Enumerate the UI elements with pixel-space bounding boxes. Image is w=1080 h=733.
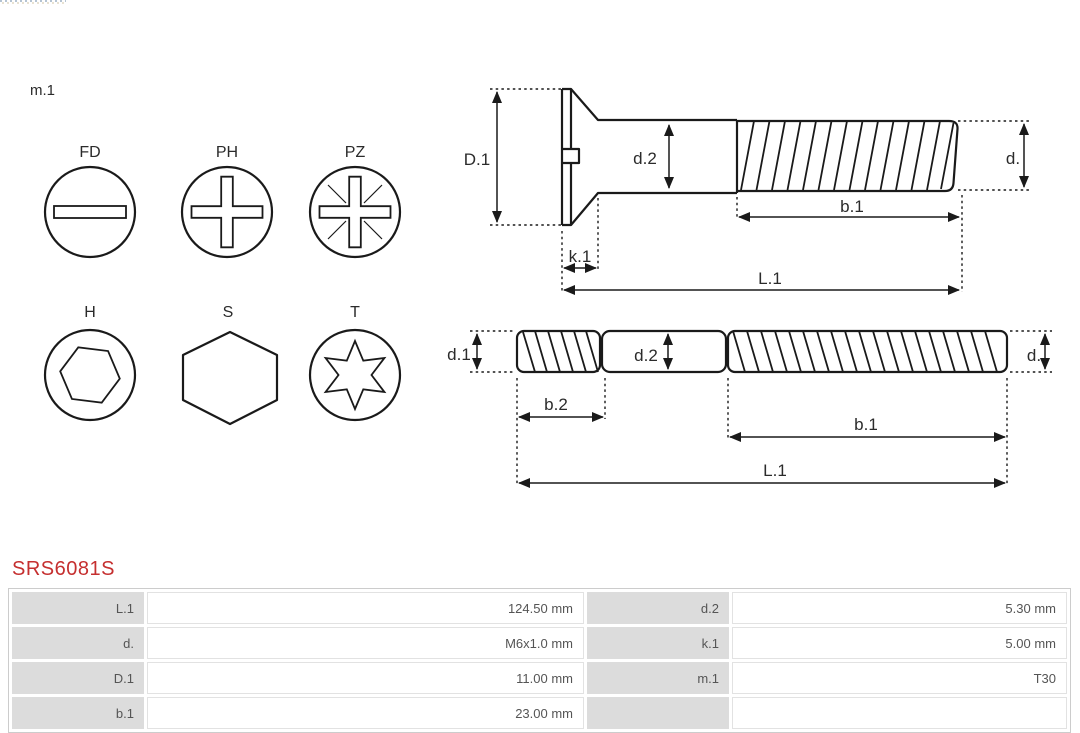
spec-label-cell: k.1 [587,627,729,659]
head-type-h [45,304,135,420]
stud-dim-label-d1: d.1 [447,345,471,364]
h-code-label: H [84,304,96,321]
stud-thread-hatching-right [733,331,997,372]
slotted-drive-icon [45,167,135,257]
ph-code-label: PH [215,144,239,161]
stud-dim-label-d2: d.2 [634,346,658,365]
stud-dim-label-d: d. [1026,346,1042,365]
table-row [12,662,1067,694]
spec-value-cell: 124.50 mm [147,592,584,624]
countersunk-screw-diagram [464,89,1031,292]
spec-value-cell: 23.00 mm [147,697,584,729]
spec-value-cell: T30 [732,662,1067,694]
head-type-t [310,304,400,420]
spec-label-cell: L.1 [12,592,144,624]
stud-dim-label-b1: b.1 [854,415,878,434]
hex-socket-drive-icon [45,330,135,420]
spec-label-cell: m.1 [587,662,729,694]
pz-code-label: PZ [344,144,366,161]
spec-label-cell: d.2 [587,592,729,624]
table-row [12,592,1067,624]
pozidriv-drive-icon [310,167,400,257]
stud-dim-label-L1: L.1 [763,461,787,480]
spec-label-cell: d. [12,627,144,659]
fd-code-label: FD [79,144,101,161]
stud-dim-label-b2: b.2 [544,395,568,414]
spec-value-cell: M6x1.0 mm [147,627,584,659]
stud-diagram [447,331,1052,485]
spec-table [8,588,1071,733]
spec-value-cell [732,697,1067,729]
dim-label-d: d. [1005,149,1021,168]
t-code-label: T [350,304,360,321]
dim-label-k1: k.1 [568,247,592,266]
table-row [12,697,1067,729]
torx-drive-icon [310,330,400,420]
s-code-label: S [222,304,234,321]
table-row [12,627,1067,659]
part-number: SRS6081S [12,558,115,580]
dim-label-d2: d.2 [633,149,657,168]
head-type-s [183,304,277,424]
hex-head-icon [183,332,277,424]
head-type-pz [310,144,400,257]
dim-label-b1: b.1 [840,197,864,216]
dim-label-L1: L.1 [758,269,782,288]
phillips-drive-icon [182,167,272,257]
spec-label-cell: D.1 [12,662,144,694]
spec-label-cell [587,697,729,729]
dim-label-D1: D.1 [463,150,491,169]
m1-label: m.1 [30,82,56,99]
spec-label-cell: b.1 [12,697,144,729]
spec-value-cell: 5.30 mm [732,592,1067,624]
head-type-fd [45,144,135,257]
spec-value-cell: 5.00 mm [732,627,1067,659]
thread-hatching [741,121,954,190]
spec-value-cell: 11.00 mm [147,662,584,694]
stud-thread-hatching-left [523,331,598,372]
head-type-ph [182,144,272,257]
screw-outline [562,89,958,225]
